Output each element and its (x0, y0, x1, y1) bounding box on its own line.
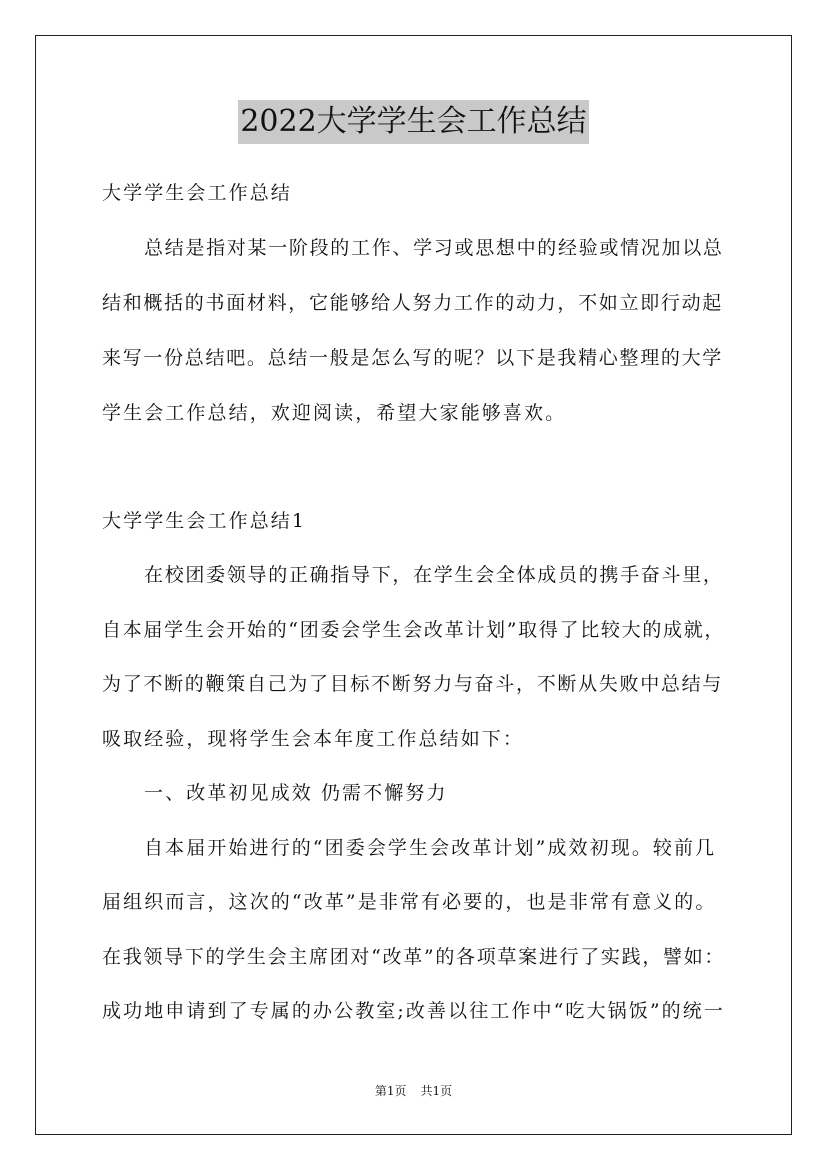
section-line-2: 自本届学生会开始的“团委会学生会改革计划”取得了比较大的成就， (102, 619, 726, 641)
section-heading: 大学学生会工作总结1 (102, 510, 307, 532)
intro-line-1: 总结是指对某一阶段的工作、学习或思想中的经验或情况加以总 (144, 237, 724, 259)
section-line-3: 为了不断的鞭策自己为了目标不断努力与奋斗，不断从失败中总结与 (102, 673, 724, 695)
page-number: 第1页 (374, 1084, 407, 1098)
page-total: 共1页 (420, 1084, 453, 1098)
section-line-1: 在校团委领导的正确指导下，在学生会全体成员的携手奋斗里， (144, 564, 724, 586)
subheading: 一、改革初见成效 仍需不懈努力 (144, 782, 448, 804)
page-footer (0, 1083, 827, 1099)
document-title: 2022大学学生会工作总结 (0, 100, 827, 144)
subsection-line-1: 自本届开始进行的“团委会学生会改革计划”成效初现。较前几 (144, 837, 717, 859)
section-line-4: 吸取经验，现将学生会本年度工作总结如下： (102, 728, 525, 750)
subsection-line-4: 成功地申请到了专属的办公教室;改善以往工作中“吃大锅饭”的统一 (102, 1000, 725, 1022)
subsection-line-2: 届组织而言，这次的“改革”是非常有必要的，也是非常有意义的。 (102, 891, 717, 913)
document-subtitle: 大学学生会工作总结 (102, 182, 292, 204)
intro-line-4: 学生会工作总结，欢迎阅读，希望大家能够喜欢。 (102, 402, 567, 424)
intro-line-2: 结和概括的书面材料，它能够给人努力工作的动力，不如立即行动起 (102, 292, 724, 314)
intro-line-3: 来写一份总结吧。总结一般是怎么写的呢？以下是我精心整理的大学 (102, 347, 724, 369)
subsection-line-3: 在我领导下的学生会主席团对“改革”的各项草案进行了实践，譬如： (102, 946, 726, 968)
